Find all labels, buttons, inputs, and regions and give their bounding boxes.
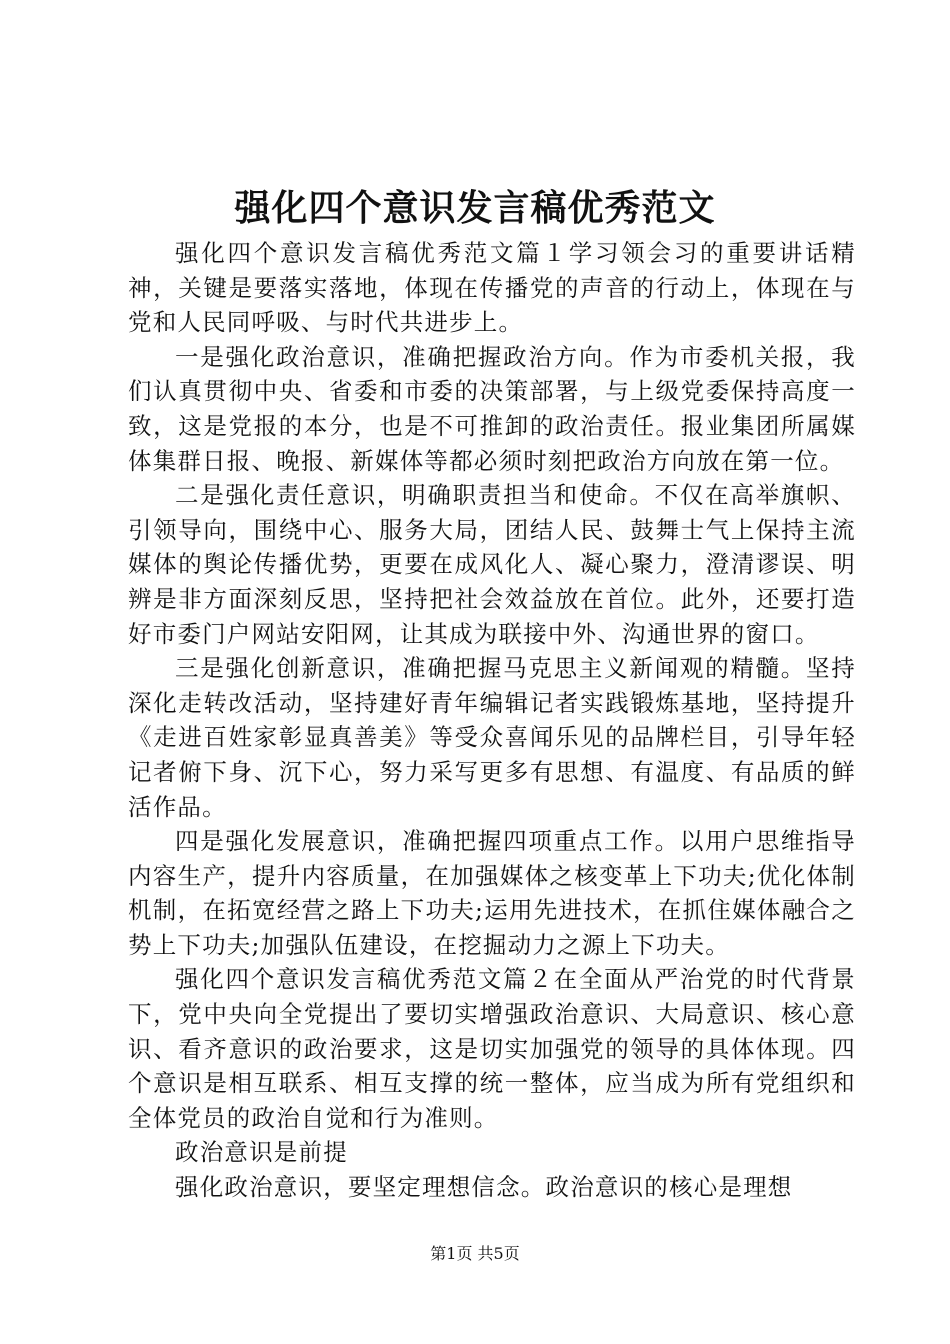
paragraph-4: 三是强化创新意识，准确把握马克思主义新闻观的精髓。坚持深化走转改活动，坚持建好青年编辑记者实践锻炼基地，坚持提升《走进百姓家彰显真善美》等受众喜闻乐见的品牌栏目，引导年轻记者俯下身、沉下心，努力采写更多有思想、有温度、有品质的鲜活作品。 [128, 654, 856, 821]
document-body [128, 236, 856, 1205]
page-footer: 第1页 共5页 [430, 1244, 520, 1263]
paragraph-3: 二是强化责任意识，明确职责担当和使命。不仅在高举旗帜、引领导向，围绕中心、服务大局，团结人民、鼓舞士气上保持主流媒体的舆论传播优势，更要在成风化人、凝心聚力，澄清谬误、明辨是非方面深刻反思，坚持把社会效益放在首位。此外，还要打造好市委门户网站安阳网，让其成为联接中外、沟通世界的窗口。 [128, 481, 856, 648]
paragraph-7: 强化政治意识，要坚定理想信念。政治意识的核心是理想 [175, 1173, 793, 1202]
paragraph-2: 一是强化政治意识，准确把握政治方向。作为市委机关报，我们认真贯彻中央、省委和市委的决策部署，与上级党委保持高度一致，这是党报的本分，也是不可推卸的政治责任。报业集团所属媒体集群日报、晚报、新媒体等都必须时刻把政治方向放在第一位。 [128, 342, 856, 475]
paragraph-5: 四是强化发展意识，准确把握四项重点工作。以用户思维指导内容生产，提升内容质量，在加强媒体之核变革上下功夫;优化体制机制，在拓宽经营之路上下功夫;运用先进技术，在抓住媒体融合之势上下功夫;加强队伍建设，在挖掘动力之源上下功夫。 [128, 827, 856, 959]
document-title: 强化四个意识发言稿优秀范文 [234, 187, 716, 229]
paragraph-1: 强化四个意识发言稿优秀范文篇１学习领会习的重要讲话精神，关键是要落实落地，体现在传播党的声音的行动上，体现在与党和人民同呼吸、与时代共进步上。 [128, 239, 856, 337]
paragraph-6: 强化四个意识发言稿优秀范文篇２在全面从严治党的时代背景下，党中央向全党提出了要切实增强政治意识、大局意识、核心意识、看齐意识的政治要求，这是切实加强党的领导的具体体现。四个意识是相互联系、相互支撑的统一整体，应当成为所有党组织和全体党员的政治自觉和行为准则。 [128, 965, 856, 1132]
section-heading: 政治意识是前提 [175, 1138, 348, 1167]
